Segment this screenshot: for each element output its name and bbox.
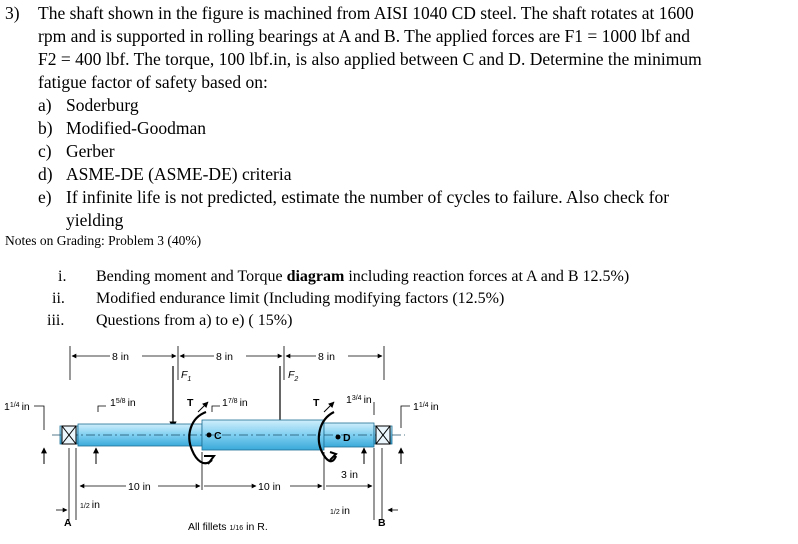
option-d-text: ASME-DE (ASME-DE) criteria — [66, 164, 292, 184]
criterion-2-text: Modified endurance limit (Including modifying factors (12.5%) — [96, 290, 505, 307]
point-d-label: D — [343, 432, 351, 444]
dim-10in-right: 10 in — [258, 481, 281, 493]
option-c-text: Gerber — [66, 141, 115, 161]
fillets-note: All fillets 1/16 in R. — [188, 521, 268, 533]
problem-line-4: fatigue factor of safety based on: — [38, 72, 268, 92]
criterion-1-number: i. — [58, 268, 67, 285]
shaft-figure — [0, 340, 798, 544]
dia-left-label: $1^{1/4}$ in — [4, 401, 30, 413]
criterion-3-text: Questions from a) to e) ( 15%) — [96, 312, 293, 329]
criterion-3-number: iii. — [47, 312, 65, 329]
problem-line-2: rpm and is supported in rolling bearings at A and B. The applied forces are F1 = 1000 lbf and — [38, 26, 691, 46]
dia-1-3-4-label: $1^{3/4}$ in — [346, 394, 372, 406]
bearing-a-label: A — [64, 517, 72, 529]
option-e-marker: e) — [38, 187, 52, 207]
bearing-b — [376, 426, 390, 444]
option-d-marker: d) — [38, 164, 53, 184]
dia-right-label: $1^{1/4}$ in — [413, 401, 439, 413]
problem-line-1: The shaft shown in the figure is machined from AISI 1040 CD steel. The shaft rotates at 1600 — [38, 3, 694, 23]
problem-number: 3) — [5, 3, 20, 23]
force-f2-label: $F_2$ — [288, 369, 299, 383]
dim-8in-left: 8 in — [112, 351, 129, 363]
dim-8in-right: 8 in — [318, 351, 335, 363]
bearing-b-label: B — [378, 517, 386, 529]
option-e-continued: yielding — [66, 210, 124, 230]
point-c-marker — [207, 433, 212, 438]
point-c-label: C — [214, 430, 222, 442]
option-c-marker: c) — [38, 141, 52, 161]
dim-3in: 3 in — [341, 469, 358, 481]
dia-1-5-8-label: $1^{5/8}$ in — [110, 397, 136, 409]
dim-8in-middle: 8 in — [216, 351, 233, 363]
option-a-text: Soderburg — [66, 95, 139, 115]
half-in-left: 1/2 in — [80, 499, 100, 511]
option-b-marker: b) — [38, 118, 53, 138]
half-in-right: 1/2 in — [330, 505, 350, 517]
option-e-text: If infinite life is not predicted, estimate the number of cycles to failure. Also check for — [66, 187, 670, 207]
force-f1-label: $F_1$ — [181, 369, 192, 383]
bearing-a — [62, 426, 76, 444]
torque-left-label: T — [187, 397, 194, 409]
dim-10in-left: 10 in — [128, 481, 151, 493]
option-a-marker: a) — [38, 95, 52, 115]
criterion-2-number: ii. — [52, 290, 65, 307]
problem-line-3: F2 = 400 lbf. The torque, 100 lbf.in, is also applied between C and D. Determine the minimum — [38, 49, 702, 69]
torque-right-label: T — [313, 397, 320, 409]
point-d-marker — [336, 435, 341, 440]
dia-1-7-8-label: $1^{7/8}$ in — [222, 397, 248, 409]
criterion-1-text: Bending moment and Torque diagram including reaction forces at A and B 12.5%) — [96, 268, 630, 285]
option-b-text: Modified-Goodman — [66, 118, 206, 138]
notes-title: Notes on Grading: Problem 3 (40%) — [5, 233, 202, 248]
